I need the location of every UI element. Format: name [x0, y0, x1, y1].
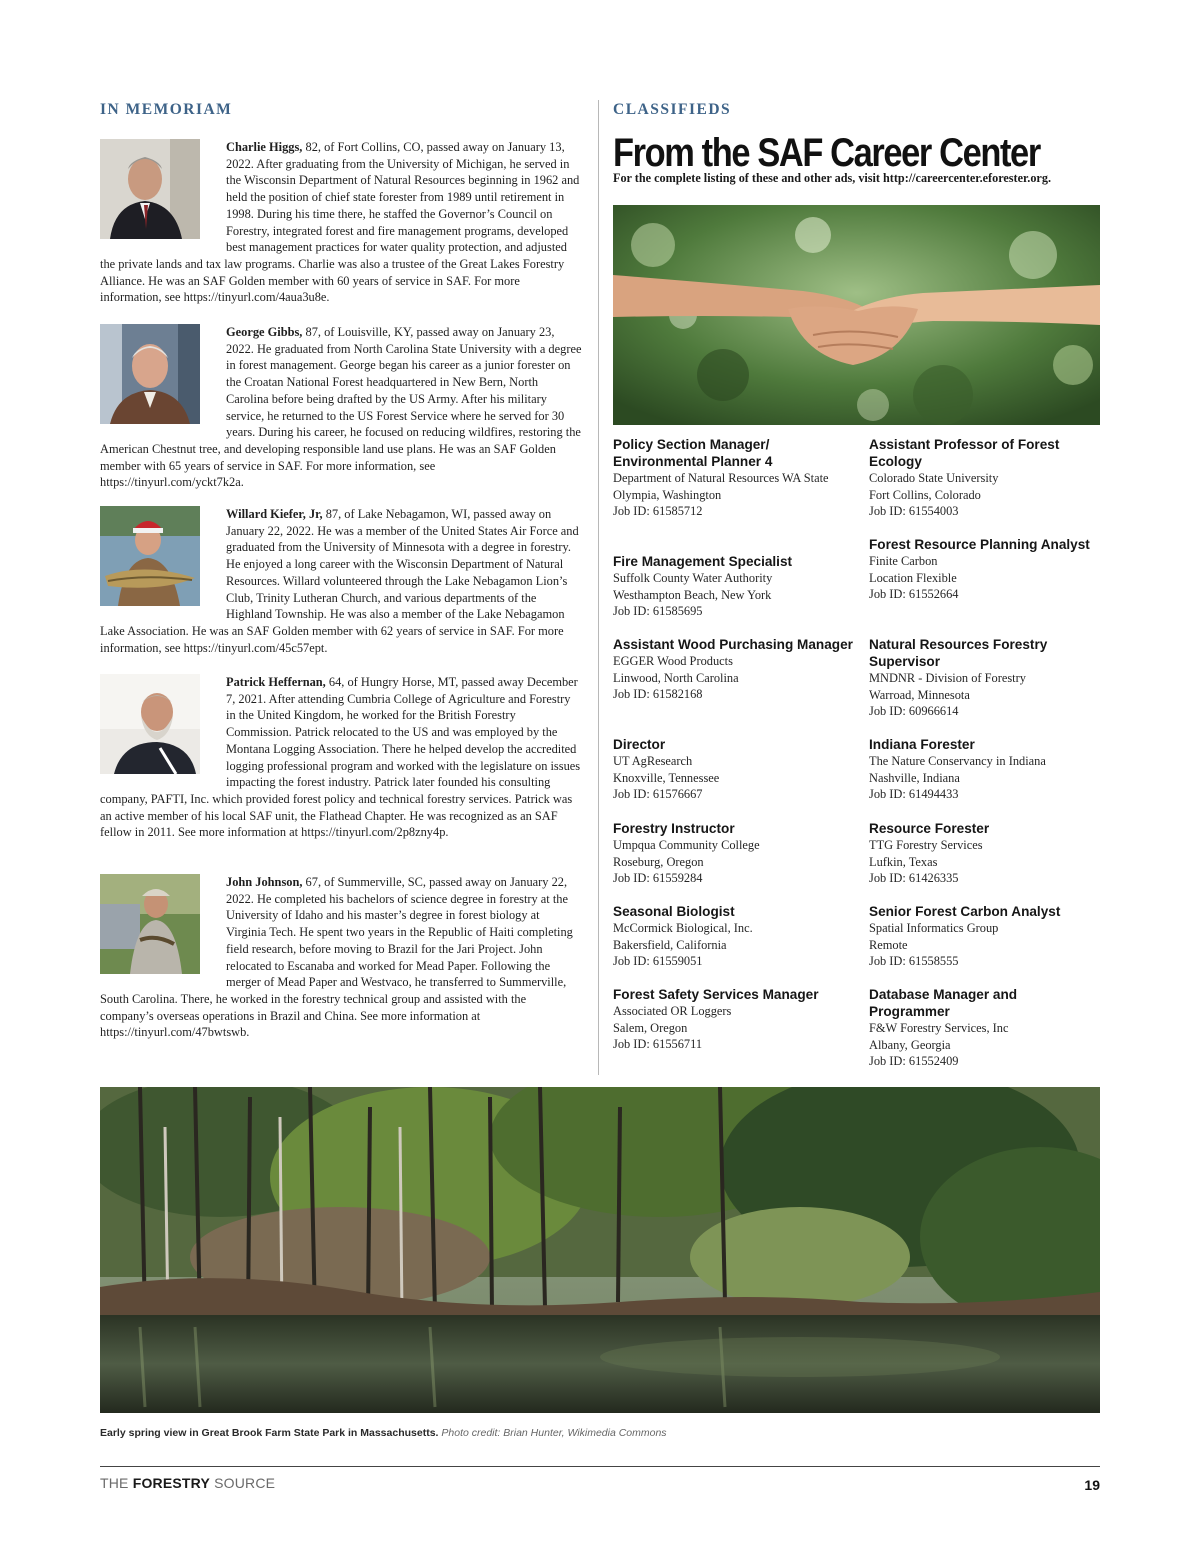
obituary-entry — [100, 674, 582, 841]
job-title: Director — [613, 737, 666, 752]
memoriam-column — [100, 100, 582, 1040]
job-employer: F&W Forestry Services, Inc — [869, 1021, 1009, 1035]
job-employer: Associated OR Loggers — [613, 1004, 732, 1018]
obituary-name: Patrick Heffernan, — [226, 675, 326, 689]
portrait-photo — [100, 674, 200, 774]
obituary-text: 64, of Hungry Horse, MT, passed away December 7, 2021. After attending Cumbria College of Agriculture and Forestry in the United Kingdom, he worked for the British Forestry Commission. Patrick relocated to the US and was employed by the Montana Logging Association. There he helped develop the accredited logging professional program and worked with the legislature on issues impacting the forest industry. Patrick later founded his consulting company, PAFTI, Inc. which provided forest policy and technical forestry services. Patrick was an active member of his local SAF unit, the Flathead Chapter. He was recognized as an SAF fellow in 2011. See more information at https://tinyurl.com/2p8zny4p. — [100, 675, 581, 840]
job-title: Seasonal Biologist — [613, 904, 735, 919]
photo-credit: Photo credit: Brian Hunter, Wikimedia Commons — [441, 1427, 667, 1439]
obituary-name: John Johnson, — [226, 875, 303, 889]
job-location: Albany, Georgia — [869, 1037, 951, 1052]
job-listing[interactable] — [613, 903, 853, 970]
job-id: Job ID: 61558555 — [869, 954, 959, 969]
column-divider — [598, 100, 599, 1075]
classifieds-headline: From the SAF Career Center — [613, 131, 1040, 175]
classifieds-subline: For the complete listing of these and other ads, visit http://careercenter.eforester.org. — [613, 171, 1051, 185]
job-location: Linwood, North Carolina — [613, 670, 739, 685]
obituary-text: 82, of Fort Collins, CO, passed away on January 13, 2022. After graduating from the University of Michigan, he served in the Wisconsin Department of Natural Resources beginning in 1962 and held the position of chief state forester from 1989 until retirement in 1998. During his time there, he staffed the Governor’s Council on Forestry, integrated forest and fire management programs, developed best management practices for water quality protection, and adjusted the private lands and tax law programs. Charlie was also a trustee of the Great Lakes Forestry Alliance. He was an SAF Golden member with 60 years of service in SAF. For more information, see https://tinyurl.com/4aua3u8e. — [100, 140, 580, 305]
job-location: Roseburg, Oregon — [613, 854, 704, 869]
memoriam-section-label: IN MEMORIAM — [100, 101, 233, 118]
job-id: Job ID: 61552664 — [869, 587, 959, 602]
job-id: Job ID: 61582168 — [613, 687, 703, 702]
job-title: Forestry Instructor — [613, 821, 735, 836]
photo-caption — [100, 1427, 667, 1439]
job-id: Job ID: 61556711 — [613, 1037, 703, 1052]
obituary-name: Charlie Higgs, — [226, 140, 303, 154]
job-listing[interactable] — [869, 436, 1101, 520]
job-location: Bakersfield, California — [613, 937, 727, 952]
job-listing[interactable] — [869, 986, 1101, 1070]
job-title: Senior Forest Carbon Analyst — [869, 904, 1061, 919]
obituary-text: 87, of Lake Nebagamon, WI, passed away on January 22, 2022. He was a member of the United States Air Force and graduated from the University of Minnesota with a degree in forestry. He enjoyed a long career with the Wisconsin Department of Natural Resources. Willard volunteered through the Lake Nebagamon Lion’s Club, Trinity Lutheran Church, and various departments of the Highland Township. He was also a member of the Lake Nebagamon Lake Association. He was an SAF Golden member with 62 years of service in SAF. For more information, see https://tinyurl.com/45c57ept. — [100, 507, 579, 655]
job-id: Job ID: 61426335 — [869, 871, 959, 886]
job-id: Job ID: 60966614 — [869, 704, 959, 719]
portrait-photo — [100, 506, 200, 606]
job-id: Job ID: 61585712 — [613, 504, 703, 519]
job-listing[interactable] — [613, 553, 853, 620]
job-employer: Spatial Informatics Group — [869, 921, 999, 935]
job-listing[interactable] — [869, 636, 1101, 720]
obituary-entry — [100, 324, 582, 491]
job-listing[interactable] — [613, 736, 853, 803]
caption-text: Early spring view in Great Brook Farm State Park in Massachusetts. — [100, 1427, 439, 1439]
job-id: Job ID: 61552409 — [869, 1054, 959, 1069]
job-id: Job ID: 61585695 — [613, 604, 703, 619]
obituary-text: 67, of Summerville, SC, passed away on January 22, 2022. He completed his bachelors of science degree in forestry at the University of Idaho and his master’s degree in forest biology at Virginia Tech. He spent two years in the Republic of Haiti completing field research, before moving to Brazil for the Jari Project. John relocated to Escanaba and worked for Mead Paper. Following the merger of Mead Paper and Westvaco, he transferred to Summerville, South Carolina. There, he worked in the forestry technical group and assisted with the company’s overseas operations in Brazil and China. See more information at https://tinyurl.com/47bwtswb. — [100, 875, 573, 1040]
publication-name — [100, 1475, 275, 1491]
page-number: 19 — [1084, 1477, 1100, 1493]
obituary-entry — [100, 139, 582, 306]
job-location: Warroad, Minnesota — [869, 687, 970, 702]
job-employer: MNDNR - Division of Forestry — [869, 671, 1026, 685]
job-location: Olympia, Washington — [613, 487, 722, 502]
job-listing[interactable] — [869, 903, 1101, 970]
job-title: Forest Safety Services Manager — [613, 987, 819, 1002]
job-employer: UT AgResearch — [613, 754, 693, 768]
brand-prefix: THE — [100, 1475, 133, 1491]
job-title: Forest Resource Planning Analyst — [869, 537, 1090, 552]
job-location: Location Flexible — [869, 570, 957, 585]
job-title: Resource Forester — [869, 821, 990, 836]
portrait-photo — [100, 874, 200, 974]
portrait-photo — [100, 139, 200, 239]
job-title: Indiana Forester — [869, 737, 975, 752]
job-title: Database Manager and Programmer — [869, 987, 1018, 1019]
job-employer: The Nature Conservancy in Indiana — [869, 754, 1046, 768]
job-title: Policy Section Manager/ Environmental Planner 4 — [613, 437, 773, 469]
portrait-photo — [100, 324, 200, 424]
job-employer: EGGER Wood Products — [613, 654, 733, 668]
job-listing[interactable] — [869, 536, 1101, 603]
job-title: Fire Management Specialist — [613, 554, 793, 569]
job-listing[interactable] — [613, 820, 853, 887]
job-employer: TTG Forestry Services — [869, 838, 983, 852]
obituary-entry — [100, 506, 582, 656]
job-location: Fort Collins, Colorado — [869, 487, 981, 502]
obituary-name: George Gibbs, — [226, 325, 303, 339]
classifieds-section-label: CLASSIFIEDS — [613, 101, 732, 118]
job-employer: Department of Natural Resources WA State — [613, 471, 829, 485]
brand-bold: FORESTRY — [132, 1475, 211, 1491]
job-listing[interactable] — [613, 436, 853, 520]
job-listing[interactable] — [613, 986, 853, 1053]
job-location: Nashville, Indiana — [869, 770, 960, 785]
job-title: Natural Resources Forestry Supervisor — [869, 637, 1048, 669]
job-title: Assistant Wood Purchasing Manager — [613, 637, 853, 652]
forest-pond-photo — [100, 1087, 1100, 1413]
job-id: Job ID: 61576667 — [613, 787, 703, 802]
job-location: Westhampton Beach, New York — [613, 587, 772, 602]
job-id: Job ID: 61554003 — [869, 504, 959, 519]
obituary-text: 87, of Louisville, KY, passed away on January 23, 2022. He graduated from North Carolina State University with a degree in forest management. George began his career as a junior forester on the Croatan National Forest headquartered in New Bern, North Carolina before being drafted by the US Army. After his military service, he returned to the US Forest Service where he served for 30 years. During his career, he focused on reducing wildfires, restoring the American Chestnut tree, and developing responsible land use plans. He was an SAF Golden member with 65 years of service in SAF. For more information, see https://tinyurl.com/yckt7k2a. — [100, 325, 582, 490]
job-employer: Suffolk County Water Authority — [613, 571, 773, 585]
job-location: Lufkin, Texas — [869, 854, 938, 869]
job-location: Knoxville, Tennessee — [613, 770, 720, 785]
job-id: Job ID: 61559051 — [613, 954, 703, 969]
job-listing[interactable] — [613, 636, 853, 703]
job-employer: Finite Carbon — [869, 554, 938, 568]
footer-rule — [100, 1466, 1100, 1467]
job-employer: Colorado State University — [869, 471, 999, 485]
classifieds-column — [613, 100, 1100, 1069]
job-employer: Umpqua Community College — [613, 838, 760, 852]
job-title: Assistant Professor of Forest Ecology — [869, 437, 1060, 469]
handshake-photo — [613, 205, 1100, 425]
job-location: Salem, Oregon — [613, 1020, 688, 1035]
job-employer: McCormick Biological, Inc. — [613, 921, 753, 935]
job-id: Job ID: 61559284 — [613, 871, 703, 886]
job-location: Remote — [869, 937, 908, 952]
obituary-entry — [100, 874, 582, 1041]
job-listing[interactable] — [869, 736, 1101, 803]
brand-suffix: SOURCE — [210, 1475, 276, 1491]
job-id: Job ID: 61494433 — [869, 787, 959, 802]
job-listing[interactable] — [869, 820, 1101, 887]
obituary-name: Willard Kiefer, Jr, — [226, 507, 323, 521]
